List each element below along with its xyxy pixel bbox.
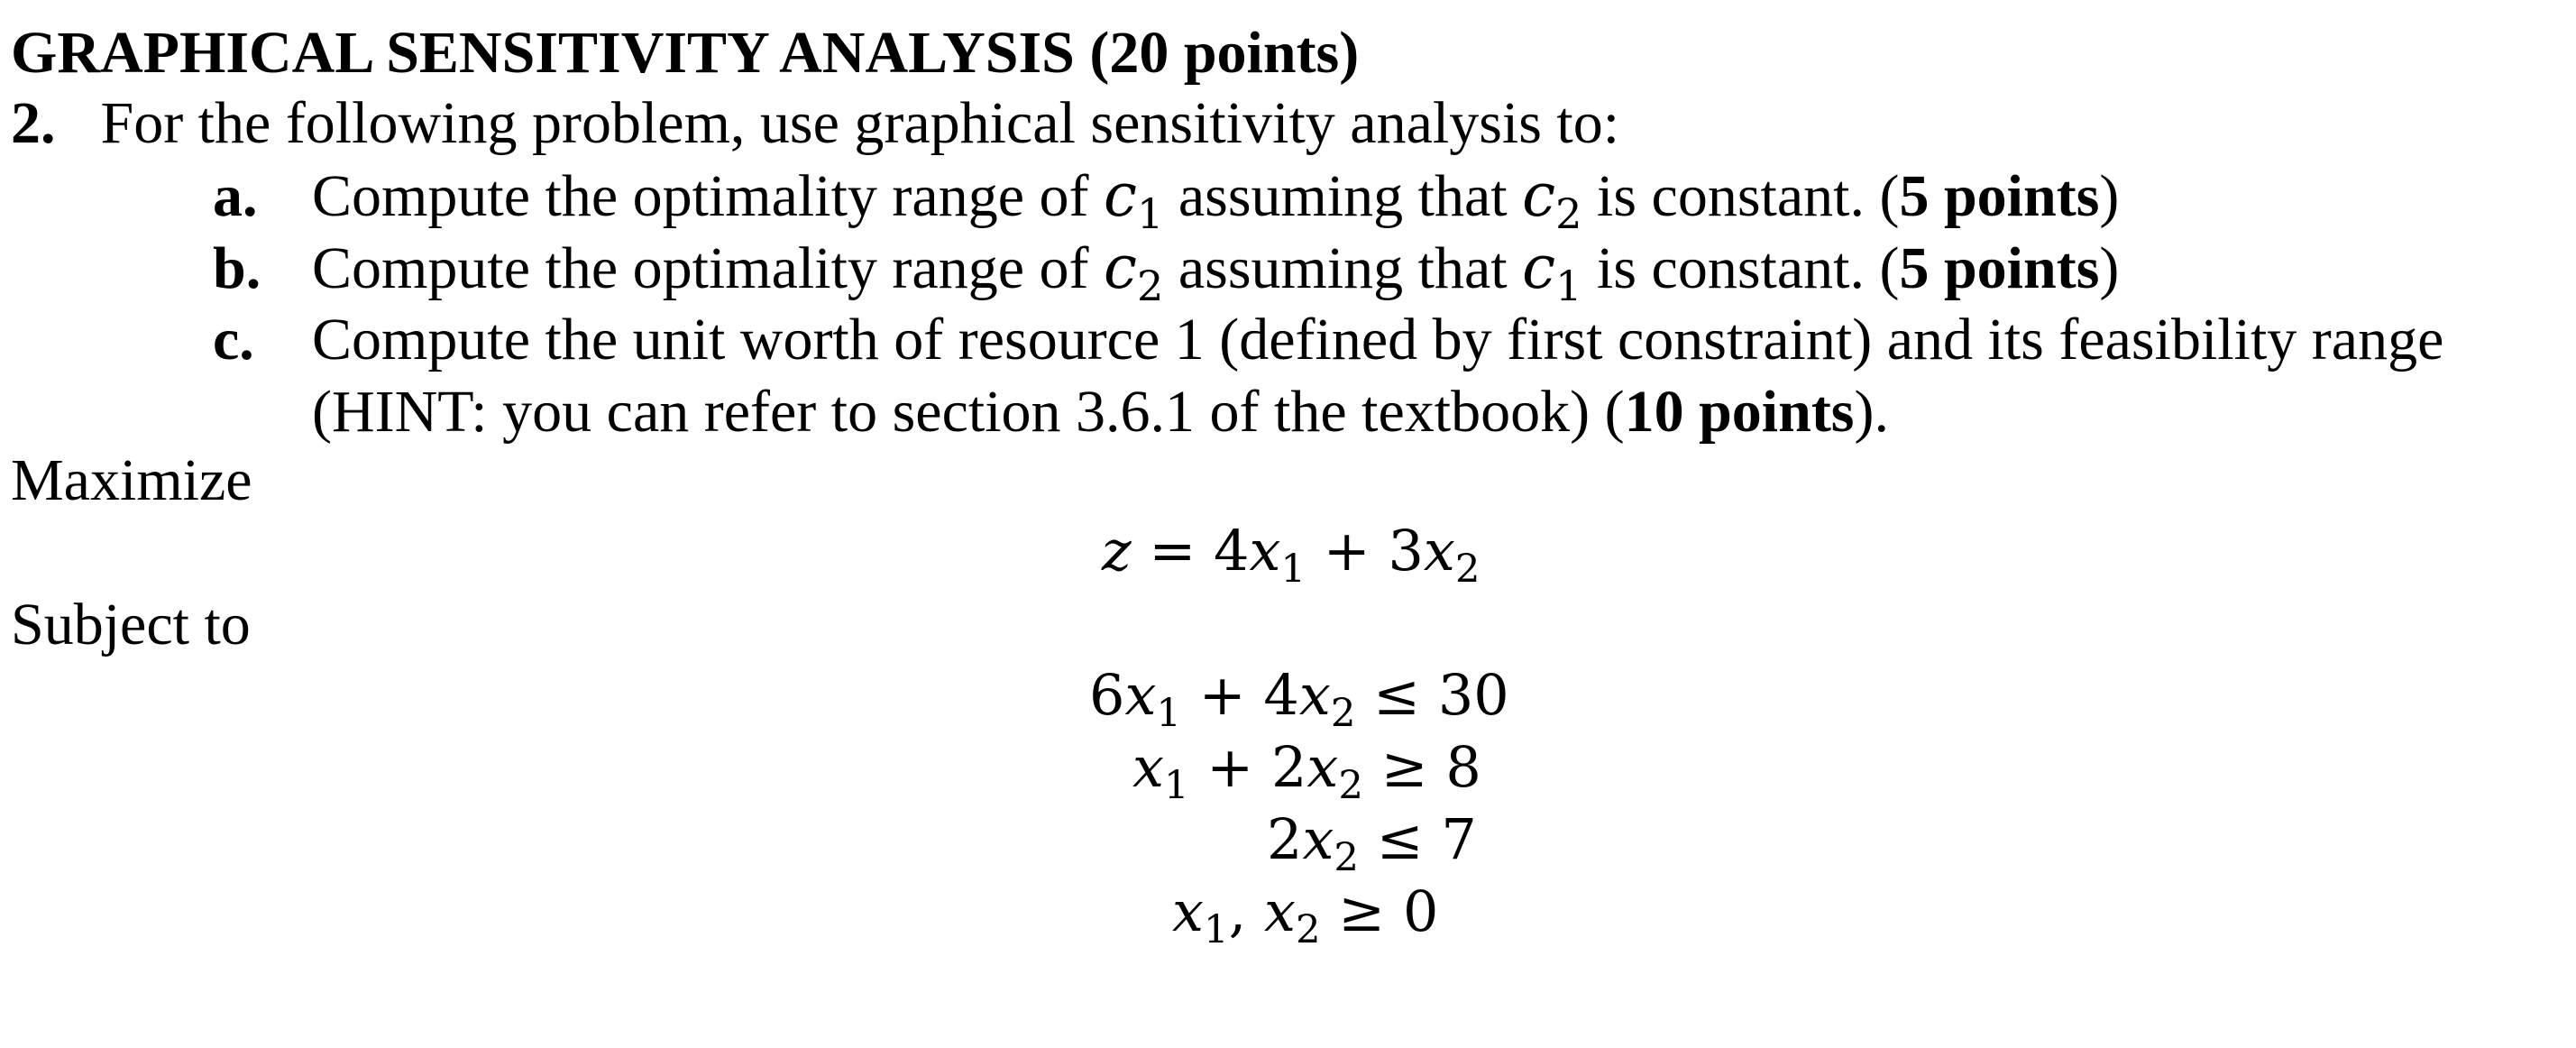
objective-function [1102, 518, 1481, 593]
c1-coef2: 4 [1263, 662, 1299, 728]
part-b-text-before: Compute the optimality range of [312, 235, 1089, 301]
maximize-label: Maximize [11, 447, 252, 513]
objective-coef2: 3 [1388, 518, 1424, 584]
question-text: For the following problem, use graphical sensitivity analysis to: [100, 90, 1620, 156]
objective-eq: = [1131, 518, 1215, 584]
part-a-text-mid: assuming that [1178, 163, 1508, 229]
c3-rhs: 7 [1441, 806, 1477, 872]
part-a-var2-sub: 2 [1555, 188, 1582, 238]
part-c [213, 307, 2444, 372]
non-negativity-constraint [1172, 878, 1439, 953]
c3-sub: 2 [1334, 835, 1360, 881]
c4-relation: ≥ [1320, 878, 1403, 944]
c1-sub2: 2 [1330, 691, 1356, 737]
part-b-label: b. [213, 235, 261, 301]
objective-var1: x [1249, 518, 1281, 584]
objective-var2: x [1423, 518, 1455, 584]
c2-var2: x [1306, 734, 1339, 800]
part-c-continuation [312, 379, 1889, 445]
part-b-text-after: is constant. ( [1597, 235, 1900, 301]
part-c-points: 10 points [1624, 379, 1855, 445]
part-b-var2: c [1522, 233, 1556, 302]
subject-to-label: Subject to [11, 592, 251, 657]
part-b [213, 233, 2120, 310]
part-c-label: c. [213, 307, 254, 372]
part-a [213, 161, 2120, 238]
c1-sub1: 1 [1156, 691, 1182, 737]
c1-var2: x [1298, 662, 1331, 728]
part-b-close: ) [2099, 235, 2120, 301]
constraint-1 [1089, 662, 1509, 737]
c1-plus: + [1181, 662, 1264, 728]
part-b-points: 5 points [1899, 235, 2100, 301]
constraint-2 [1132, 734, 1481, 809]
part-a-var1-sub: 1 [1136, 188, 1164, 238]
c1-coef1: 6 [1089, 662, 1125, 728]
part-a-text-before: Compute the optimality range of [312, 163, 1089, 229]
c3-coef: 2 [1267, 806, 1303, 872]
objective-sub2: 2 [1454, 547, 1481, 593]
c2-plus: + [1188, 734, 1271, 800]
section-title: GRAPHICAL SENSITIVITY ANALYSIS (20 points) [11, 20, 1360, 86]
c3-var: x [1302, 806, 1334, 872]
c3-relation: ≤ [1359, 806, 1442, 872]
c1-rhs: 30 [1437, 662, 1509, 728]
objective-sub1: 1 [1280, 547, 1306, 593]
part-c-line2: (HINT: you can refer to section 3.6.1 of the textbook) ( [312, 379, 1625, 445]
c4-sub1: 1 [1203, 907, 1229, 953]
c4-rhs: 0 [1402, 878, 1439, 944]
constraint-3 [1267, 806, 1477, 881]
part-a-close: ) [2099, 163, 2120, 229]
c1-relation: ≤ [1355, 662, 1438, 728]
question-number: 2. [11, 90, 56, 156]
c2-var1: x [1132, 734, 1164, 800]
c2-sub1: 1 [1163, 763, 1189, 809]
part-b-var1: c [1103, 233, 1137, 302]
part-a-var2: c [1522, 161, 1556, 230]
part-a-label: a. [213, 163, 258, 229]
c4-sep: , [1228, 878, 1264, 944]
c4-var1: x [1172, 878, 1204, 944]
part-b-text-mid: assuming that [1178, 235, 1508, 301]
part-b-var2-sub: 1 [1555, 261, 1582, 310]
c2-rhs: 8 [1445, 734, 1481, 800]
c2-coef2: 2 [1270, 734, 1307, 800]
question-2 [11, 90, 1620, 156]
c2-relation: ≥ [1362, 734, 1446, 800]
part-a-var1: c [1103, 161, 1137, 230]
objective-lhs: z [1102, 518, 1132, 584]
part-b-var1-sub: 2 [1136, 261, 1164, 310]
part-a-points: 5 points [1899, 163, 2100, 229]
c1-var1: x [1124, 662, 1157, 728]
c2-sub2: 2 [1338, 763, 1363, 809]
part-c-line1: Compute the unit worth of resource 1 (defined by first constraint) and its feasibility range [312, 307, 2444, 372]
c4-sub2: 2 [1295, 907, 1321, 953]
c4-var2: x [1264, 878, 1296, 944]
objective-plus: + [1306, 518, 1389, 584]
part-a-text-after: is constant. ( [1597, 163, 1900, 229]
part-c-close: ). [1854, 379, 1889, 445]
objective-coef1: 4 [1214, 518, 1250, 584]
